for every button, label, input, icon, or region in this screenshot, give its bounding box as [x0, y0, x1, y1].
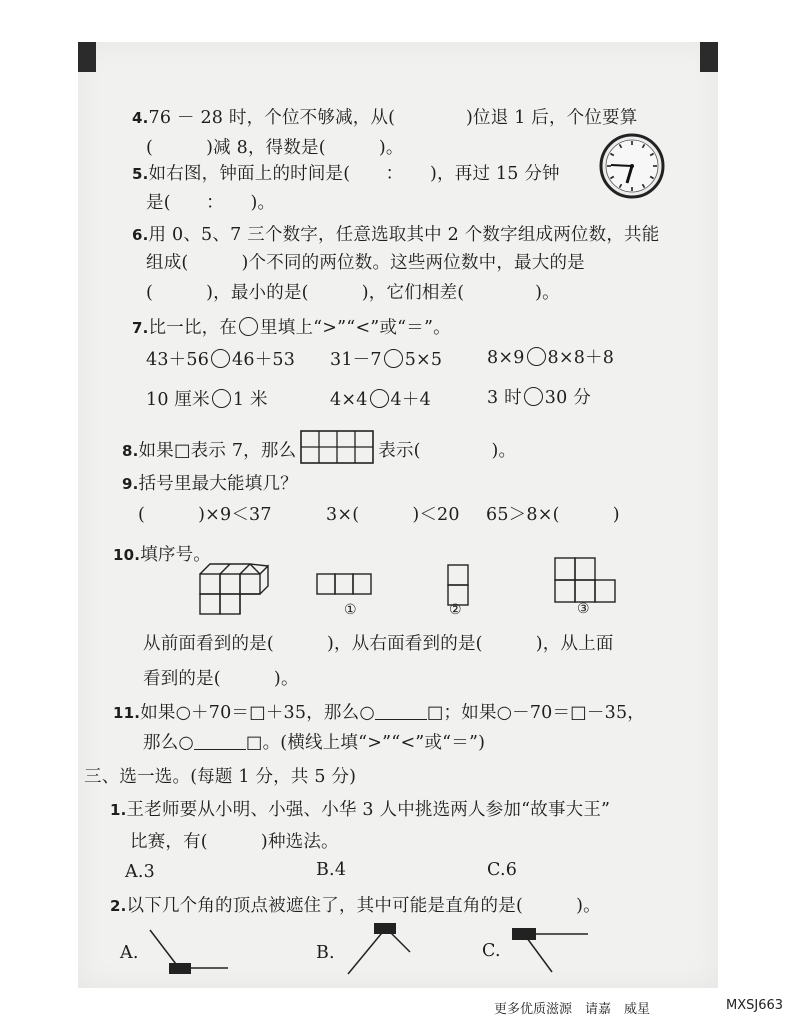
q7-intro-b: 里填上“>”“<”或“＝”。: [260, 318, 451, 338]
q7-row-1-c: [487, 344, 614, 369]
s3q1-text-1: 王老师要从小明、小强、小华 3 人中挑选两人参加“故事大王”: [126, 800, 611, 820]
page-edge-right: [700, 42, 718, 72]
q4-line-2: [146, 134, 404, 159]
q9-item-3: [486, 501, 620, 526]
q7-expr: 4＋4: [390, 390, 431, 410]
q11-text-d: □。(横线上填“>”“<”或“＝”): [245, 733, 486, 753]
q7-row-2-c: [487, 384, 591, 409]
q8-text-a: 如果□表示 7，那么: [138, 441, 297, 461]
q7-line-1: [132, 314, 451, 339]
answer-blank[interactable]: [375, 703, 427, 720]
q6-text-2: 组成( )个不同的两位数。这些两位数中，最大的是: [146, 253, 585, 273]
q11-text-a: 如果○＋70＝□＋35，那么○: [140, 703, 375, 723]
q10-text-3: 看到的是( )。: [143, 669, 299, 689]
q7-expr: 30 分: [544, 388, 591, 408]
q7-expr: 3 时: [487, 388, 522, 408]
q7-expr: 5×5: [404, 350, 443, 370]
s3q1-option-a[interactable]: A.3: [125, 862, 155, 882]
compare-circle[interactable]: [370, 389, 389, 408]
q4-text-2: ( )减 8，得数是( )。: [146, 138, 404, 158]
q6-line-3: [146, 279, 560, 304]
answer-blank[interactable]: [194, 733, 246, 750]
q7-expr: 4×4: [330, 390, 368, 410]
q5-text-2: 是( ： )。: [146, 193, 276, 213]
q6-line-1: [132, 221, 659, 246]
q6-number: 6.: [132, 226, 149, 244]
q10-line-3: [143, 665, 299, 690]
q9-line-1: [122, 470, 298, 495]
q7-expr: 10 厘米: [146, 390, 210, 410]
view-3-label: ③: [577, 601, 590, 617]
q7-expr: 8×9: [487, 348, 525, 368]
q5-text-1: 如右图，钟面上的时间是( ： )，再过 15 分钟: [148, 164, 560, 184]
s3q1-option-c[interactable]: C.6: [487, 860, 518, 880]
q7-row-1-b: [330, 346, 442, 371]
q8-line: [122, 430, 516, 464]
view-3-icon: [553, 556, 617, 604]
q4-number: 4.: [132, 109, 149, 127]
four-squares-icon: [300, 430, 374, 464]
s3q1-line-2: [130, 828, 339, 853]
section-3-title: 三、选一选。(每题 1 分，共 5 分): [84, 767, 357, 787]
q9-item-2: [326, 501, 460, 526]
q10-text-1: 填序号。: [140, 545, 211, 565]
angle-c-icon: [510, 926, 590, 976]
angle-b-icon: [344, 922, 414, 976]
q7-expr: 46＋53: [232, 350, 296, 370]
q8-number: 8.: [122, 442, 139, 460]
q7-expr: 1 米: [232, 390, 268, 410]
compare-circle[interactable]: [527, 347, 546, 366]
s3q2-line-1: [110, 892, 601, 917]
q11-text-c: 那么○: [143, 733, 194, 753]
q9-item-1: [138, 501, 272, 526]
q7-row-1-a: [146, 346, 295, 371]
q7-number: 7.: [132, 319, 149, 337]
q9-expr: 3×( )＜20: [326, 505, 460, 525]
compare-circle[interactable]: [212, 389, 231, 408]
q7-expr: 31－7: [330, 350, 382, 370]
q11-line-2: [143, 729, 485, 754]
compare-circle[interactable]: [211, 349, 230, 368]
q9-expr: ( )×9＜37: [138, 505, 272, 525]
q7-row-2-b: [330, 386, 431, 411]
s3q2-option-b[interactable]: B.: [316, 943, 335, 963]
q10-number: 10.: [113, 546, 141, 564]
s3q2-option-a[interactable]: A.: [120, 943, 139, 963]
q11-number: 11.: [113, 704, 141, 722]
cube-stack-icon: [198, 562, 270, 618]
s3q1-line-1: [110, 796, 610, 821]
s3q2-text-1: 以下几个角的顶点被遮住了，其中可能是直角的是( )。: [126, 896, 601, 916]
q7-expr: 8×8＋8: [547, 348, 615, 368]
q6-text-1: 用 0、5、7 三个数字，任意选取其中 2 个数字组成两位数，共能: [148, 225, 660, 245]
q11-text-b: □；如果○－70＝□－35，: [426, 703, 645, 723]
q9-number: 9.: [122, 475, 139, 493]
page-edge-left: [78, 42, 96, 72]
compare-circle[interactable]: [524, 387, 543, 406]
angle-a-icon: [145, 928, 230, 976]
s3q1-text-2: 比赛，有( )种选法。: [130, 832, 339, 852]
compare-circle[interactable]: [384, 349, 403, 368]
compare-circle: [239, 317, 258, 336]
footer-code: MXSJ663: [726, 998, 784, 1013]
q9-text-1: 括号里最大能填几？: [138, 474, 298, 494]
view-2-label: ②: [449, 602, 462, 618]
q7-row-2-a: [146, 386, 268, 411]
clock-icon: [598, 132, 666, 200]
q5-line-1: [132, 160, 560, 185]
q10-line-1: [113, 541, 211, 566]
q9-expr: 65＞8×( ): [486, 505, 620, 525]
q10-text-2: 从前面看到的是( )，从右面看到的是( )，从上面: [143, 634, 614, 654]
q4-line-1: [132, 104, 637, 129]
footer-text: 更多优质滋源 请嘉 威星: [494, 1002, 651, 1017]
q7-intro-a: 比一比，在: [148, 318, 238, 338]
q6-line-2: [146, 249, 585, 274]
s3q2-option-c[interactable]: C.: [482, 941, 501, 961]
q7-expr: 43＋56: [146, 350, 210, 370]
s3q1-option-b[interactable]: B.4: [316, 860, 347, 880]
s3q1-number: 1.: [110, 801, 127, 819]
q11-line-1: [113, 699, 645, 724]
q5-line-2: [146, 189, 275, 214]
s3q2-number: 2.: [110, 897, 127, 915]
q10-line-2: [143, 630, 614, 655]
view-1-label: ①: [344, 602, 357, 618]
q8-text-b: 表示( )。: [378, 441, 517, 461]
q6-text-3: ( )，最小的是( )，它们相差( )。: [146, 283, 560, 303]
q4-text-1: 76 － 28 时，个位不够减，从( )位退 1 后，个位要算: [148, 108, 638, 128]
view-1-icon: [316, 572, 372, 596]
view-2-icon: [446, 563, 470, 607]
q5-number: 5.: [132, 165, 149, 183]
